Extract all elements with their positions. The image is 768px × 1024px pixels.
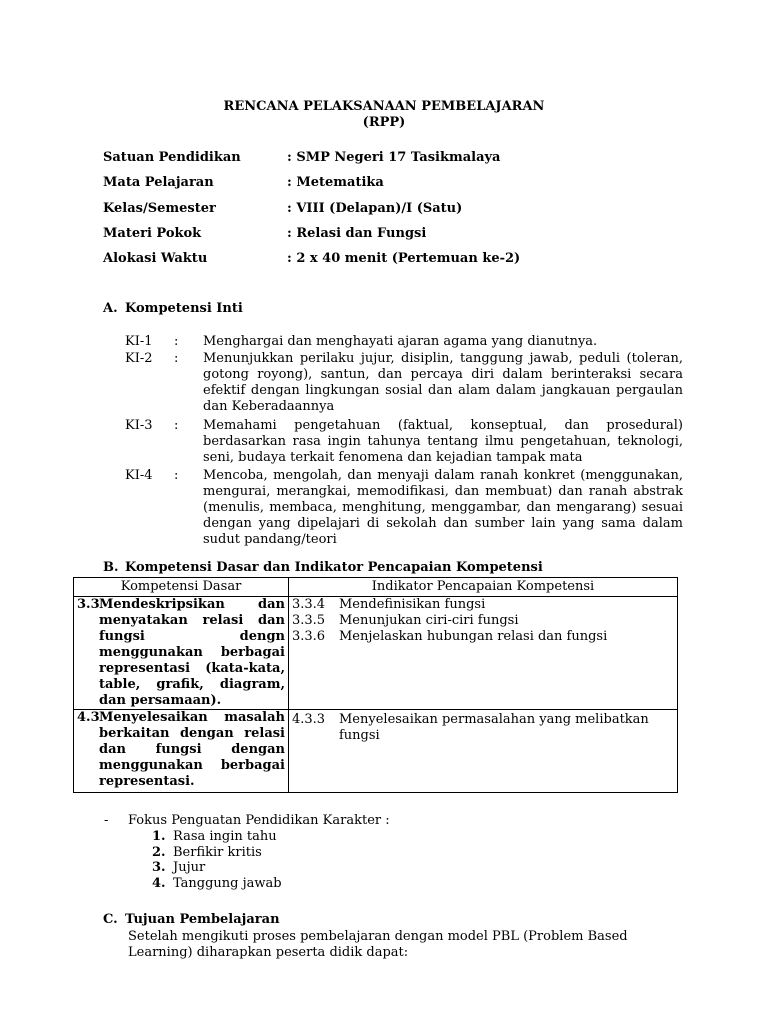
kd-table-header-row xyxy=(74,578,678,597)
info-label-materi: Materi Pokok xyxy=(103,226,202,241)
list-number: 2. xyxy=(152,845,166,860)
document-title: RENCANA PELAKSANAAN PEMBELAJARAN xyxy=(223,99,545,114)
indikator-header: Indikator Pencapaian Kompetensi xyxy=(289,578,678,597)
kd-text: Mendeskripsikan dan menyatakan relasi dan fungsi dengn menggunakan berbagai representasi (kata-kata, table, grafik, diagram, xyxy=(99,597,285,692)
list-text: Rasa ingin tahu xyxy=(173,829,277,844)
section-a-letter: A. xyxy=(103,301,118,316)
list-item xyxy=(152,829,277,845)
ki-code: KI-2 xyxy=(125,351,153,366)
list-text: Berfikir kritis xyxy=(173,845,262,860)
ki-text: Menghargai dan menghayati ajaran agama yang dianutnya. xyxy=(203,334,598,349)
kd-number: 4.3 xyxy=(77,710,100,725)
ki-colon: : xyxy=(174,418,179,433)
section-b-title: Kompetensi Dasar dan Indikator Pencapaian Kompetensi xyxy=(125,560,543,575)
ki-colon: : xyxy=(174,334,179,349)
table-row xyxy=(74,597,678,710)
table-row xyxy=(74,710,678,793)
kd-table xyxy=(73,577,678,793)
indikator-text: Menyelesaikan permasalahan yang melibatkan fungsi xyxy=(339,712,649,743)
ki-colon: : xyxy=(174,468,179,483)
kd-number: 3.3 xyxy=(77,597,100,612)
kd-cell xyxy=(74,597,289,710)
indikator-code: 3.3.4 xyxy=(292,597,326,612)
section-a-title: Kompetensi Inti xyxy=(125,301,243,316)
list-item xyxy=(152,845,262,861)
section-b-letter: B. xyxy=(103,560,119,575)
list-number: 3. xyxy=(152,860,166,875)
kd-header: Kompetensi Dasar xyxy=(74,578,289,597)
list-number: 4. xyxy=(152,876,166,891)
fokus-heading: Fokus Penguatan Pendidikan Karakter : xyxy=(128,813,390,828)
indikator-text: Menunjukan ciri-ciri fungsi xyxy=(339,613,519,628)
list-item xyxy=(152,860,205,876)
indikator-text: Menjelaskan hubungan relasi dan fungsi xyxy=(339,629,608,644)
info-label-alokasi: Alokasi Waktu xyxy=(103,251,208,266)
fokus-dash: - xyxy=(104,813,109,828)
info-value-kelas: : VIII (Delapan)/I (Satu) xyxy=(287,201,463,216)
kd-text-last: representasi. xyxy=(99,774,195,789)
info-value-materi: : Relasi dan Fungsi xyxy=(287,226,427,241)
indikator-cell xyxy=(289,710,678,793)
list-item xyxy=(152,876,282,892)
indikator-cell xyxy=(289,597,678,710)
document-subtitle: (RPP) xyxy=(362,115,406,130)
info-value-mapel: : Metematika xyxy=(287,175,384,190)
list-number: 1. xyxy=(152,829,166,844)
list-text: Tanggung jawab xyxy=(173,876,282,891)
ki-code: KI-3 xyxy=(125,418,153,433)
ki-text: Menunjukkan perilaku jujur, disiplin, tanggung jawab, peduli (toleran, gotong royong), santun, dan percaya diri dalam berinteraksi secara efektif dengan lingkungan sosial dan alam dalam jangkauan pergaulan dan Keberadaannya xyxy=(203,351,683,414)
info-label-kelas: Kelas/Semester xyxy=(103,201,216,216)
kd-text-last: dan persamaan). xyxy=(99,693,222,708)
info-label-mapel: Mata Pelajaran xyxy=(103,175,214,190)
section-c-title: Tujuan Pembelajaran xyxy=(125,912,280,927)
indikator-code: 3.3.6 xyxy=(292,629,326,644)
info-value-satuan: : SMP Negeri 17 Tasikmalaya xyxy=(287,150,501,165)
kd-text: Menyelesaikan masalah berkaitan dengan relasi dan fungsi dengan menggunakan berbagai xyxy=(99,710,285,773)
ki-text: Mencoba, mengolah, dan menyaji dalam ranah konkret (menggunakan, mengurai, merangkai, memodifikasi, dan membuat) dan ranah abstrak (menulis, membaca, menghitung, menggambar, dan mengarang) sesuai dengan yang dipelajari di sekolah dan sumber lain yang sama dalam sudut pandang/teori xyxy=(203,468,683,547)
indikator-text: Mendefinisikan fungsi xyxy=(339,597,486,612)
indikator-code: 4.3.3 xyxy=(292,712,326,727)
section-c-letter: C. xyxy=(103,912,118,927)
list-text: Jujur xyxy=(173,860,206,875)
info-value-alokasi: : 2 x 40 menit (Pertemuan ke-2) xyxy=(287,251,521,266)
ki-colon: : xyxy=(174,351,179,366)
info-label-satuan: Satuan Pendidikan xyxy=(103,150,241,165)
ki-code: KI-1 xyxy=(125,334,153,349)
indikator-code: 3.3.5 xyxy=(292,613,326,628)
tujuan-text: Setelah mengikuti proses pembelajaran dengan model PBL (Problem Based Learning) diharapkan peserta didik dapat: xyxy=(128,929,628,960)
kd-cell xyxy=(74,710,289,793)
ki-text: Memahami pengetahuan (faktual, konseptual, dan prosedural) berdasarkan rasa ingin tahunya tentang ilmu pengetahuan, teknologi, seni, budaya terkait fenomena dan kejadian tampak mata xyxy=(203,418,683,465)
ki-code: KI-4 xyxy=(125,468,153,483)
